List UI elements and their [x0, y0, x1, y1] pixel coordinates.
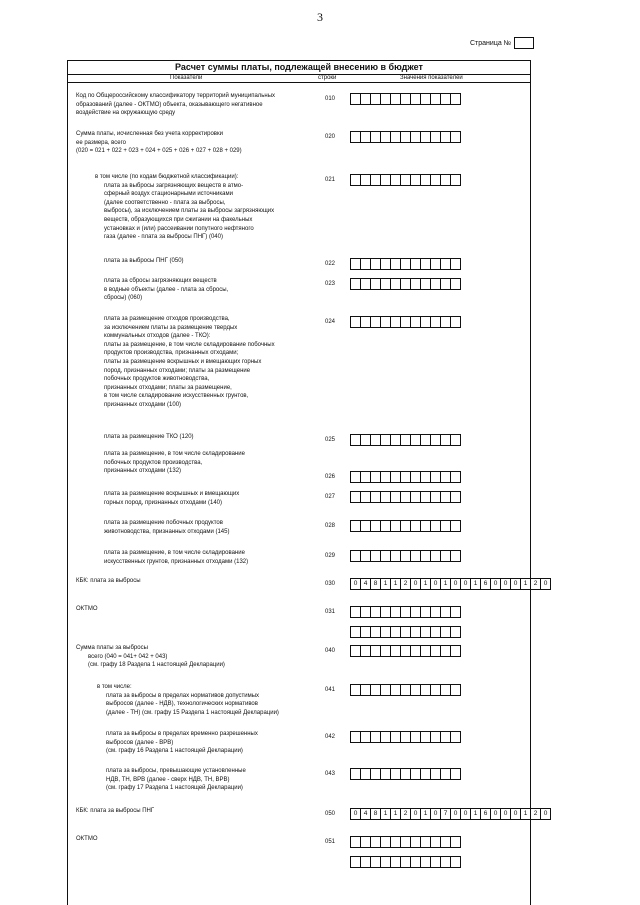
row-027-label	[104, 490, 239, 507]
row-043-label-line: НДВ, ТН, ВРВ (далее - сверх НДВ, ТН, ВРВ)	[106, 776, 230, 783]
row-024-label-line: признанных отходами (100)	[104, 401, 182, 408]
row-024-label-line: признанных отходами; платы за размещение,	[104, 384, 232, 391]
row-021-label-line: газа (далее - плата за выбросы ПНГ) (040)	[104, 234, 223, 241]
row-041-value-boxes[interactable]	[350, 684, 460, 696]
row-024-label-line: пород, признанных отходами; платы за размещение	[104, 367, 251, 374]
row-022-code: 022	[325, 261, 336, 267]
page-number: 3	[317, 10, 323, 24]
value-cell[interactable]: 2	[400, 808, 411, 820]
row-042-code: 042	[325, 734, 336, 740]
row-024-label-line: продуктов производства, признанных отходами;	[104, 350, 239, 357]
page-number-box[interactable]	[514, 37, 534, 49]
row-030-label-line: КБК: плата за выбросы	[76, 578, 141, 584]
row-029-label-line: плата за размещение, в том числе складирование	[104, 550, 245, 556]
row-024-label-line: коммунальных отходов (далее - ТКО):	[104, 333, 211, 340]
row-042-label-line: плата за выбросы в пределах временно разрешенных	[106, 731, 258, 737]
row-029-value-boxes[interactable]	[350, 550, 460, 562]
value-cell[interactable]	[450, 606, 461, 618]
form-title: Расчет суммы платы, подлежащей внесению в бюджет	[175, 62, 423, 72]
row-043-label-line: (см. графу 17 Раздела 1 настоящей Декларации)	[106, 785, 243, 792]
row-024-code: 024	[325, 319, 336, 325]
value-cell[interactable]	[450, 278, 461, 290]
row-051-value-boxes[interactable]	[350, 836, 460, 848]
row-023-label	[104, 277, 228, 303]
row-027-code: 027	[325, 494, 336, 500]
row-042-label-line: (см. графу 16 Раздела 1 настоящей Декларации)	[106, 748, 243, 755]
row-051-label	[76, 835, 98, 844]
row-023-label-line: плата за сбросы загрязняющих веществ	[104, 278, 217, 284]
row-027-value-boxes[interactable]	[350, 491, 460, 503]
row-021-label-line: (далее соответственно - плата за выбросы,	[104, 199, 226, 206]
value-cell[interactable]: 0	[350, 578, 361, 590]
value-cell[interactable]: 1	[520, 578, 531, 590]
value-cell[interactable]: 0	[430, 578, 441, 590]
value-cell[interactable]	[450, 471, 461, 483]
value-cell[interactable]: 0	[410, 808, 421, 820]
row-023-label-line: сбросы) (060)	[104, 295, 143, 302]
row-029-code: 029	[325, 553, 336, 559]
row-031-label	[76, 605, 98, 614]
value-cell[interactable]	[450, 645, 461, 657]
value-cell[interactable]: 0	[510, 578, 521, 590]
value-cell[interactable]: 1	[520, 808, 531, 820]
value-cell[interactable]: 0	[490, 808, 501, 820]
row-022-label	[104, 257, 184, 266]
value-cell[interactable]	[450, 174, 461, 186]
value-cell[interactable]: 1	[390, 808, 401, 820]
value-cell[interactable]	[450, 93, 461, 105]
value-cell[interactable]: 2	[400, 578, 411, 590]
value-cell[interactable]: 1	[380, 578, 391, 590]
row-030-label	[76, 577, 141, 586]
row-043-label	[106, 767, 246, 793]
value-cell[interactable]: 0	[500, 578, 511, 590]
row-043-code: 043	[325, 771, 336, 777]
row-023-code: 023	[325, 281, 336, 287]
row-026-label-line: побочных продуктов производства,	[104, 459, 203, 466]
value-cell[interactable]	[450, 550, 461, 562]
header-divider	[67, 82, 531, 83]
value-cell[interactable]	[450, 434, 461, 446]
row-029-label	[104, 549, 248, 566]
row-020-label	[76, 130, 242, 156]
row-042-value-boxes[interactable]	[350, 731, 460, 743]
row-024-value-boxes[interactable]	[350, 316, 460, 328]
row-021-value-boxes[interactable]	[350, 174, 460, 186]
value-cell[interactable]: 0	[460, 808, 471, 820]
row-026-code: 026	[325, 474, 336, 480]
row-041-label	[97, 683, 279, 717]
value-cell[interactable]	[450, 520, 461, 532]
row-010-label-line: Код по Общероссийскому классификатору территорий муниципальных	[76, 93, 276, 99]
row-030-value-boxes[interactable]	[350, 578, 550, 590]
row-031-label-line: ОКТМО	[76, 606, 98, 612]
row-051-label-line: ОКТМО	[76, 836, 98, 842]
value-cell[interactable]	[450, 258, 461, 270]
column-header-values: Значения показателей	[400, 75, 463, 81]
column-header-line: строки	[318, 75, 337, 81]
row-023-label-line: в водные объекты (далее - плата за сбросы,	[104, 286, 229, 293]
row-031-code: 031	[325, 609, 336, 615]
row-021-label-line: выбросы), за исключением платы за выбросы загрязняющих	[104, 208, 275, 215]
value-cell[interactable]	[450, 731, 461, 743]
value-cell[interactable]: 0	[460, 578, 471, 590]
row-050-label-line: КБК: плата за выбросы ПНГ	[76, 808, 155, 814]
value-cell[interactable]: 0	[450, 808, 461, 820]
row-028-label	[104, 519, 229, 536]
row-020-code: 020	[325, 134, 336, 140]
row-021-label-line: в том числе (по кодам бюджетной классификации):	[95, 174, 239, 180]
row-028-code: 028	[325, 523, 336, 529]
row-050-code: 050	[325, 811, 336, 817]
row-020-label-line: (020 = 021 + 022 + 023 + 024 + 025 + 026 + 027 + 028 + 029)	[76, 148, 242, 155]
value-cell[interactable]: 1	[440, 578, 451, 590]
value-cell[interactable]	[450, 316, 461, 328]
value-cell[interactable]	[450, 684, 461, 696]
value-cell[interactable]: 1	[390, 578, 401, 590]
row-028-value-boxes[interactable]	[350, 520, 460, 532]
row-010-label	[76, 92, 275, 118]
row-024-label-line: платы за размещение вскрышных и вмещающих горных	[104, 358, 262, 365]
row-041-label-line: выбросов (далее - НДВ), технологических нормативов	[106, 701, 258, 708]
row-024-label-line: за исключением платы за размещение твердых	[104, 324, 238, 331]
row-026-label-line: плата за размещение, в том числе складирование	[104, 451, 245, 457]
row-043-label-line: плата за выбросы, превышающие установленные	[106, 768, 246, 774]
row-010-label-line: воздействие на окружающую среду	[76, 110, 176, 117]
value-cell[interactable]: 1	[470, 578, 481, 590]
value-cell[interactable]	[450, 491, 461, 503]
row-023-value-boxes[interactable]	[350, 278, 460, 290]
row-020-label-line: ее размера, всего	[76, 139, 127, 146]
row-021-label-line: установках и (или) рассеивании попутного нефтяного	[104, 225, 254, 232]
row-021-label	[95, 173, 274, 242]
value-cell[interactable]: 0	[430, 808, 441, 820]
value-cell[interactable]: 1	[380, 808, 391, 820]
row-030-code: 030	[325, 581, 336, 587]
row-026-label-line: признанных отходами (132)	[104, 468, 182, 475]
row-040-code: 040	[325, 648, 336, 654]
value-cell[interactable]: 1	[470, 808, 481, 820]
value-cell[interactable]: 0	[500, 808, 511, 820]
row-029-label-line: искусственных грунтов, признанных отходами (132)	[104, 558, 249, 565]
row-040-label-line: всего (040 = 041+ 042 + 043)	[88, 653, 168, 660]
value-cell[interactable]: 0	[540, 578, 551, 590]
value-cell[interactable]: 0	[350, 808, 361, 820]
value-cell[interactable]	[450, 131, 461, 143]
row-043-value-boxes[interactable]	[350, 768, 460, 780]
row-028-label-line: животноводства, признанных отходами (145)	[104, 528, 230, 535]
row-025-code: 025	[325, 437, 336, 443]
row-042-label-line: выбросов (далее - ВРВ)	[106, 739, 174, 746]
row-021-label-line: веществ, образующихся при сжигании на факельных	[104, 216, 253, 223]
value-cell[interactable]	[450, 768, 461, 780]
row-024-label-line: в том числе складирование искусственных грунтов,	[104, 393, 249, 400]
value-cell[interactable]: 8	[370, 578, 381, 590]
value-cell[interactable]: 2	[530, 808, 541, 820]
row-025-value-boxes[interactable]	[350, 434, 460, 446]
row-040-value-boxes[interactable]	[350, 645, 460, 657]
row-051-code: 051	[325, 839, 336, 845]
row-022-label-line: плата за выбросы ПНГ (050)	[104, 258, 184, 264]
value-cell[interactable]: 4	[360, 578, 371, 590]
row-024-label	[104, 315, 275, 410]
row-041-code: 041	[325, 687, 336, 693]
value-cell[interactable]: 1	[420, 578, 431, 590]
row-027-label-line: горных пород, признанных отходами (140)	[104, 499, 223, 506]
row-041-label-line: (далее - ТН) (см. графу 15 Раздела 1 настоящей Декларации)	[106, 709, 279, 716]
row-010-code: 010	[325, 96, 336, 102]
row-051-value-boxes[interactable]	[350, 856, 460, 868]
value-cell[interactable]: 7	[440, 808, 451, 820]
row-050-label	[76, 807, 154, 816]
row-024-label-line: побочных продуктов животноводства,	[104, 376, 210, 383]
value-cell[interactable]: 2	[530, 578, 541, 590]
value-cell[interactable]: 0	[410, 578, 421, 590]
row-010-value-boxes[interactable]	[350, 93, 460, 105]
row-040-label-line: Сумма платы за выбросы	[76, 645, 148, 651]
row-025-label	[104, 433, 194, 442]
row-041-label-line: плата за выбросы в пределах нормативов допустимых	[106, 692, 260, 699]
row-026-label	[104, 450, 245, 476]
value-cell[interactable]: 6	[480, 808, 491, 820]
value-cell[interactable]: 0	[450, 578, 461, 590]
row-026-value-boxes[interactable]	[350, 471, 460, 483]
row-020-label-line: Сумма платы, исчисленная без учета корректировки	[76, 131, 223, 137]
page-label: Страница №	[470, 40, 512, 47]
row-042-label	[106, 730, 258, 756]
value-cell[interactable]	[450, 626, 461, 638]
value-cell[interactable]: 0	[540, 808, 551, 820]
row-024-label-line: плата за размещение отходов производства,	[104, 316, 230, 322]
row-027-label-line: плата за размещение вскрышных и вмещающих	[104, 491, 240, 497]
row-021-code: 021	[325, 177, 336, 183]
row-021-label-line: сферный воздух стационарными источниками	[104, 191, 233, 198]
value-cell[interactable]: 0	[490, 578, 501, 590]
column-header-indicators: Показатели	[170, 75, 203, 81]
value-cell[interactable]	[450, 856, 461, 868]
value-cell[interactable]: 0	[510, 808, 521, 820]
row-040-label	[76, 644, 225, 670]
row-020-value-boxes[interactable]	[350, 131, 460, 143]
row-041-label-line: в том числе:	[97, 684, 132, 690]
row-050-value-boxes[interactable]	[350, 808, 550, 820]
row-028-label-line: плата за размещение побочных продуктов	[104, 520, 223, 526]
value-cell[interactable]: 8	[370, 808, 381, 820]
row-022-value-boxes[interactable]	[350, 258, 460, 270]
value-cell[interactable]: 6	[480, 578, 491, 590]
row-025-label-line: плата за размещение ТКО (120)	[104, 434, 194, 440]
row-031-value-boxes[interactable]	[350, 606, 460, 618]
row-021-label-line: плата за выбросы загрязняющих веществ в атмо-	[104, 182, 244, 189]
value-cell[interactable]: 4	[360, 808, 371, 820]
value-cell[interactable]	[450, 836, 461, 848]
row-040-label-line: (см. графу 18 Раздела 1 настоящей Декларации)	[88, 662, 225, 669]
row-024-label-line: платы за размещение, в том числе складирование побочных	[104, 341, 275, 348]
row-010-label-line: образований (далее - ОКТМО) объекта, оказывающего негативное	[76, 101, 263, 108]
value-cell[interactable]: 1	[420, 808, 431, 820]
row-031-value-boxes[interactable]	[350, 626, 460, 638]
